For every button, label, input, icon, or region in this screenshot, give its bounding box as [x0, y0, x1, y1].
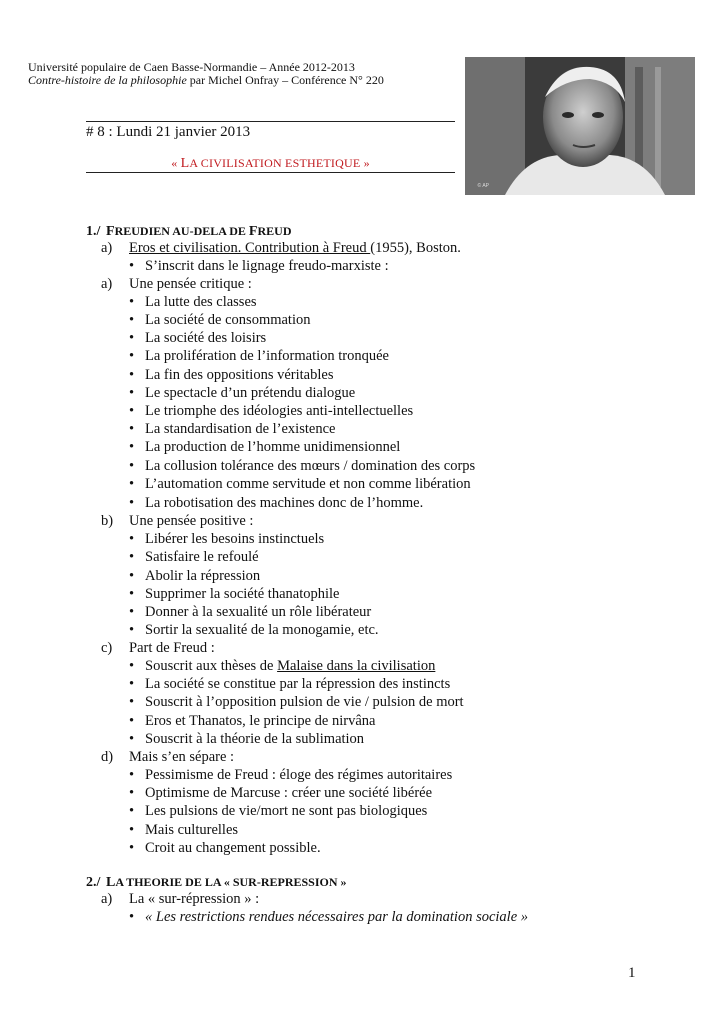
item-c-freud: c) Part de Freud :: [101, 640, 215, 656]
bullet-item: • Le spectacle d’un prétendu dialogue: [129, 385, 356, 401]
bullet-item: • La société se constitue par la répression des instincts: [129, 676, 451, 692]
bullet-item: • La fin des oppositions véritables: [129, 367, 334, 383]
portrait-illustration: [465, 57, 695, 195]
bullet-item: • La production de l’homme unidimensionnel: [129, 439, 401, 455]
page-number: 1: [628, 965, 636, 981]
item-b-positive: b) Une pensée positive :: [101, 513, 254, 529]
bullet-item: • Souscrit à la théorie de la sublimation: [129, 731, 365, 747]
top-rule: [86, 121, 455, 122]
bullet-item: • La société des loisirs: [129, 330, 267, 346]
item-a-critique: a) Une pensée critique :: [101, 276, 252, 292]
bullet-item: • Les pulsions de vie/mort ne sont pas biologiques: [129, 803, 428, 819]
bullet-item: • Eros et Thanatos, le principe de nirvâna: [129, 713, 376, 729]
bullet-item: • La collusion tolérance des mœurs / domination des corps: [129, 458, 476, 474]
section-2-heading: 2./ LA THEORIE DE LA « SUR-REPRESSION »: [86, 875, 347, 890]
bullet-item: • Souscrit aux thèses de Malaise dans la civilisation: [129, 658, 436, 674]
item-d-separe: d) Mais s’en sépare :: [101, 749, 235, 765]
bottom-rule: [86, 172, 455, 173]
photo-credit: © AP: [477, 183, 489, 189]
bullet-item: • La robotisation des machines donc de l’homme.: [129, 495, 424, 511]
bullet-item: • Souscrit à l’opposition pulsion de vie / pulsion de mort: [129, 694, 464, 710]
header-institution: Université populaire de Caen Basse-Normandie – Année 2012-2013: [28, 60, 355, 74]
session-date: # 8 : Lundi 21 janvier 2013: [86, 124, 251, 140]
bullet-item: • « Les restrictions rendues nécessaires par la domination sociale »: [129, 909, 529, 925]
book-title: Malaise dans la civilisation: [277, 658, 436, 674]
bullet-item: • Sortir la sexualité de la monogamie, etc.: [129, 622, 379, 638]
bullet-item: • Pessimisme de Freud : éloge des régimes autoritaires: [129, 767, 453, 783]
bullet-item: • Le triomphe des idéologies anti-intellectuelles: [129, 403, 414, 419]
bullet-item: • Mais culturelles: [129, 822, 239, 838]
item-a-eros: a) Eros et civilisation. Contribution à Freud (1955), Boston.: [101, 240, 461, 256]
bullet-item: • S’inscrit dans le lignage freudo-marxiste :: [129, 258, 389, 274]
item-a-sur-repression: a) La « sur-répression » :: [101, 891, 260, 907]
bullet-item: • Libérer les besoins instinctuels: [129, 531, 325, 547]
series-author: par Michel Onfray – Conférence N° 220: [186, 73, 384, 87]
bullet-item: • La standardisation de l’existence: [129, 421, 336, 437]
portrait-photo: [465, 57, 695, 195]
bullet-item: • La société de consommation: [129, 312, 311, 328]
bullet-item: • Supprimer la société thanatophile: [129, 586, 340, 602]
bullet-item: • Abolir la répression: [129, 568, 261, 584]
bullet-item: • Donner à la sexualité un rôle libérateur: [129, 604, 372, 620]
header-series: [28, 73, 384, 87]
bullet-item: • La lutte des classes: [129, 294, 257, 310]
book-title: Eros et civilisation. Contribution à Freud: [129, 240, 371, 256]
series-title: Contre-histoire de la philosophie: [28, 73, 187, 87]
section-1-heading: 1./ FREUDIEN AU-DELA DE FREUD: [86, 224, 292, 239]
bullet-item: • Croit au changement possible.: [129, 840, 321, 856]
bullet-item: • La prolifération de l’information tronquée: [129, 348, 389, 364]
bullet-item: • Satisfaire le refoulé: [129, 549, 259, 565]
bullet-item: • Optimisme de Marcuse : créer une société libérée: [129, 785, 433, 801]
bullet-item: • L’automation comme servitude et non comme libération: [129, 476, 471, 492]
conference-theme: « LA CIVILISATION ESTHETIQUE »: [171, 156, 370, 171]
